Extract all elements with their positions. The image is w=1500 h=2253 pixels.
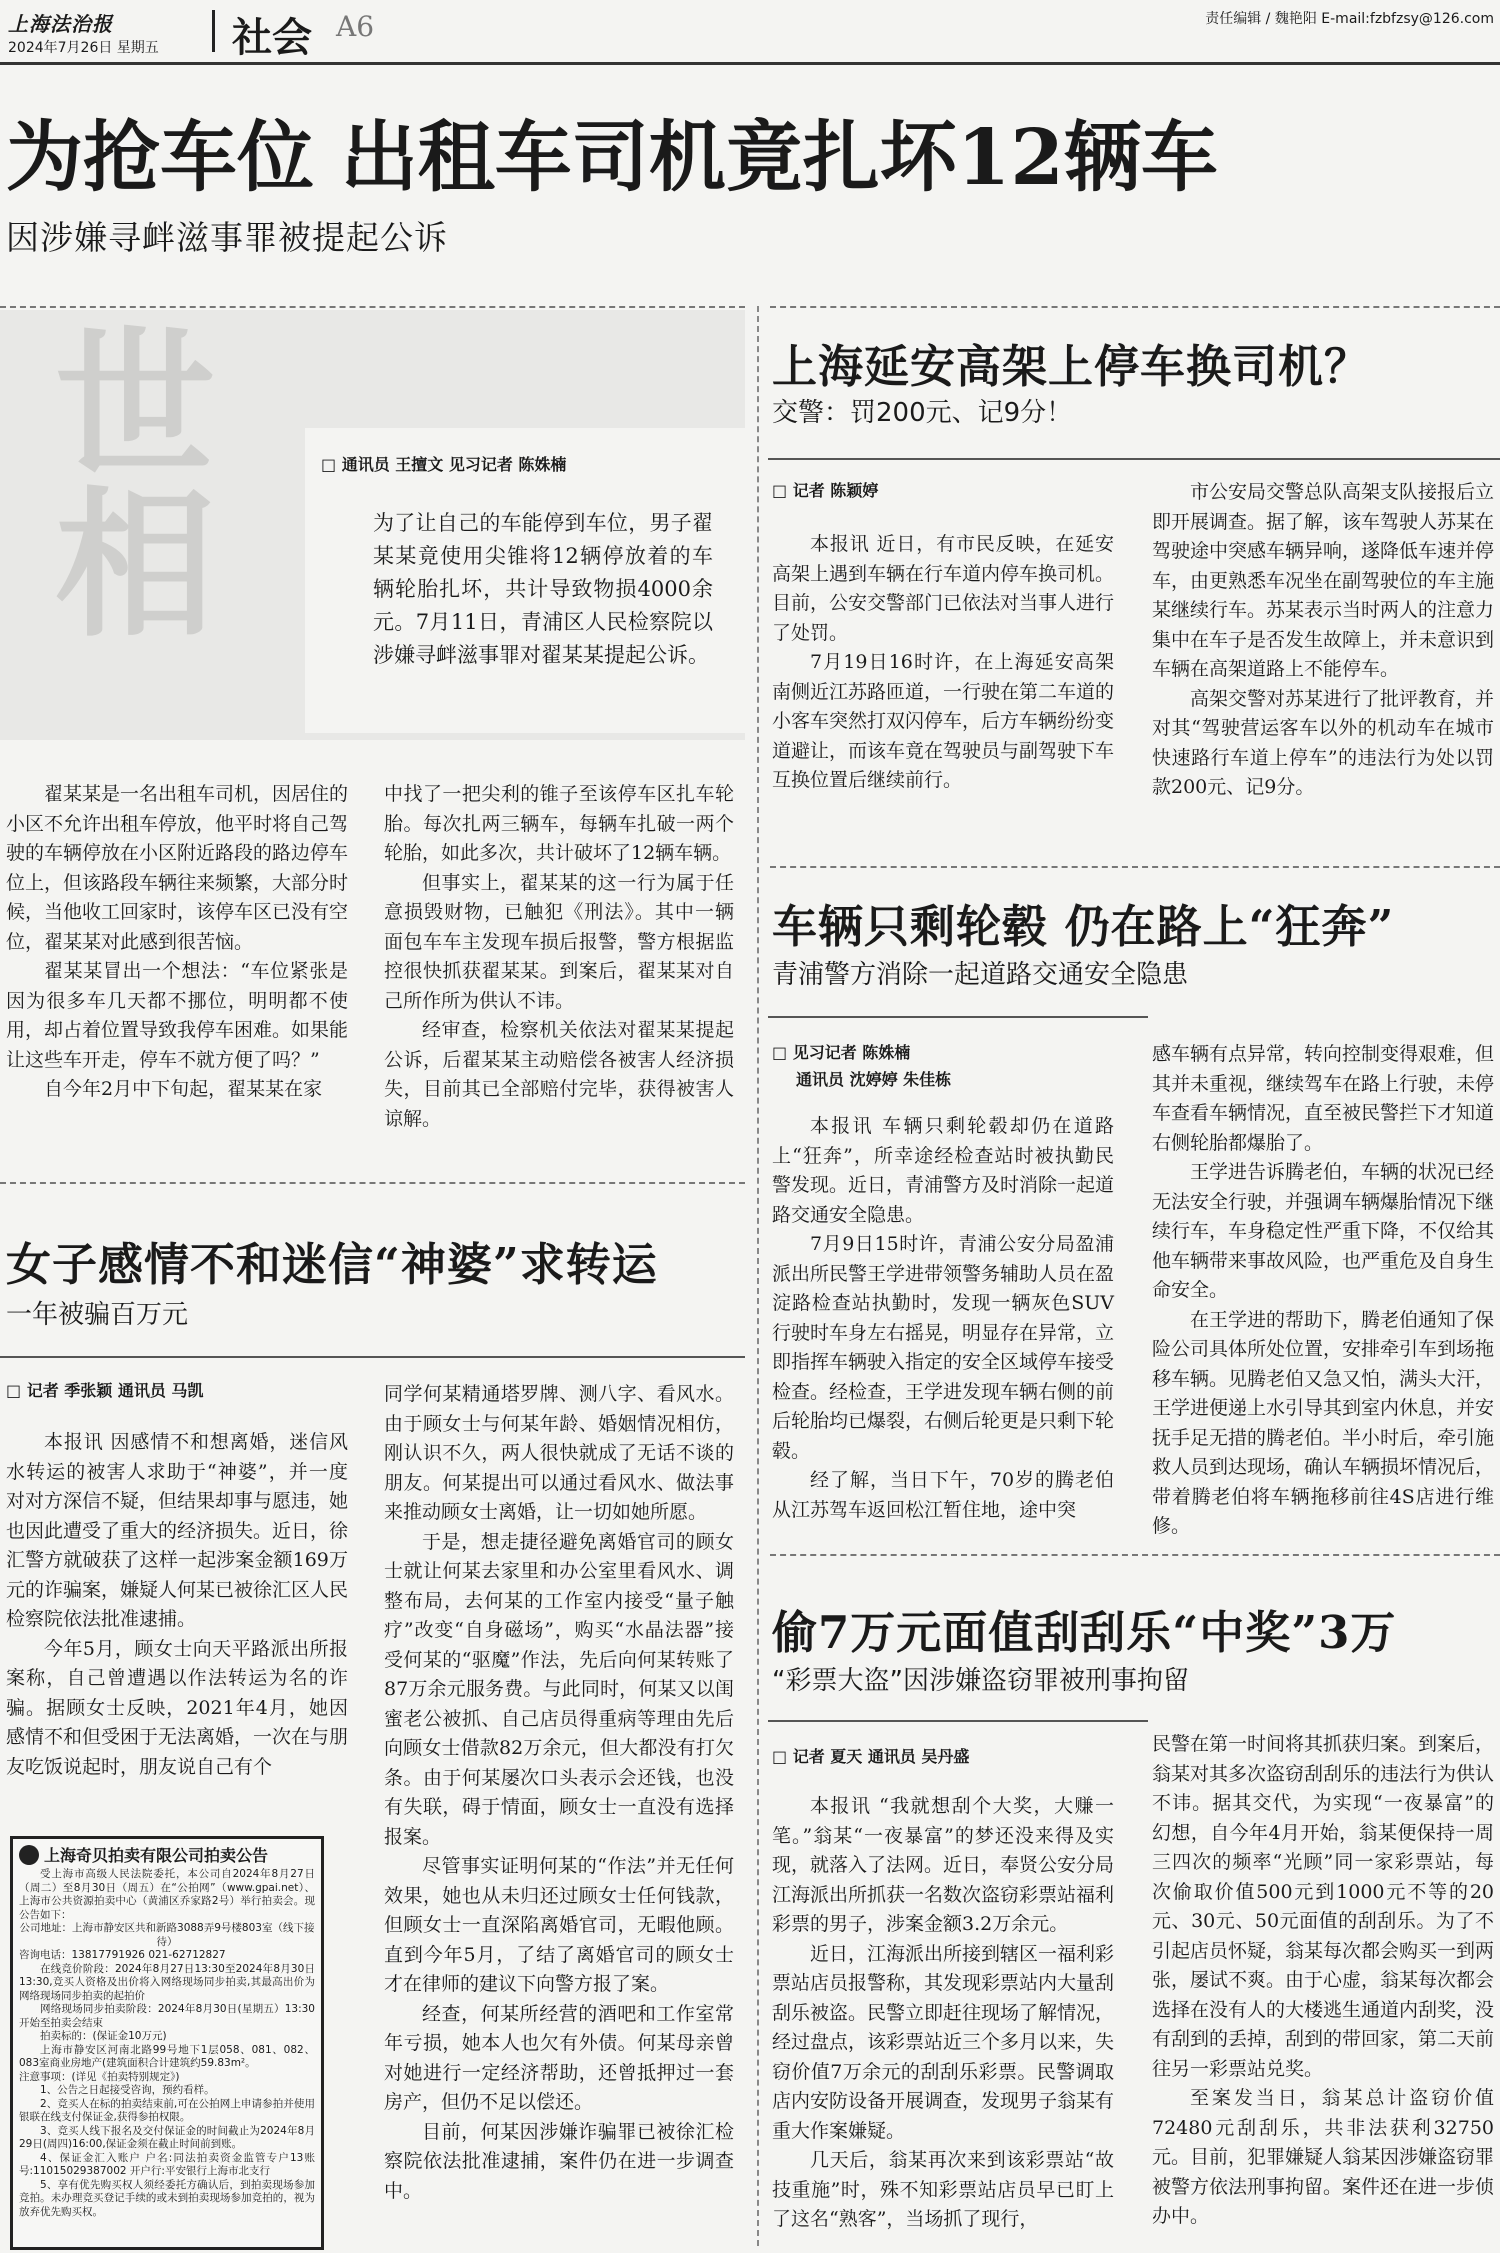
auction-notice-title: 上海奇贝拍卖有限公司拍卖公告 [19, 1843, 315, 1866]
ad-line: 网络现场同步拍卖阶段：2024年8月30日(星期五）13:30开始至拍卖会结束 [19, 2003, 315, 2029]
story5-col-1 [772, 1792, 1114, 2235]
paragraph: 本报讯 “我就想刮个大奖，大赚一笔。”翁某“一夜暴富”的梦还没来得及实现，就落入了法网。近日，奉贤公安分局江海派出所抓获一名数次盗窃彩票站福利彩票的男子，涉案金额3.2万余元。 [772, 1795, 1115, 1935]
paragraph: 至案发当日，翁某总计盗窃价值72480元刮刮乐，共非法获利32750元。目前，犯罪嫌疑人翁某因涉嫌盗窃罪被警方依法刑事拘留。案件还在进一步侦办中。 [1152, 2087, 1495, 2227]
masthead [0, 0, 1500, 62]
paragraph: 但事实上，翟某某的这一行为属于任意损毁财物，已触犯《刑法》。其中一辆面包车车主发现车损后报警，警方根据监控很快抓获翟某某。到案后，翟某某对自己所作所为供认不讳。 [384, 871, 734, 1012]
main-col-2 [384, 780, 734, 1134]
story4-col-2 [384, 1380, 734, 2206]
page-number: A6 [336, 10, 375, 43]
story3-col-1 [772, 1112, 1114, 1525]
story5-subhead: “彩票大盗”因涉嫌盗窃罪被刑事拘留 [772, 1666, 1189, 1696]
main-lead-box [305, 428, 745, 733]
story3-rule [768, 1016, 1148, 1018]
ad-line: 注意事项：(详见《拍卖特别规定》) [19, 2070, 180, 2083]
paragraph: 自今年2月中下旬起，翟某某在家 [44, 1078, 323, 1100]
paragraph: 中找了一把尖利的锥子至该停车区扎车轮胎。每次扎两三辆车，每辆车扎破一两个轮胎，如此多次，共计破坏了12辆车辆。 [384, 783, 734, 864]
paragraph: 在王学进的帮助下，腾老伯通知了保险公司具体所处位置，安排牵引车到场拖移车辆。见腾老伯又急又怕，满头大汗，王学进便递上水引导其到室内休息，并安抚手足无措的腾老伯。半小时后，牵引施救人员到达现场，确认车辆损坏情况后，带着腾老伯将车辆拖移前往4S店进行维修。 [1152, 1308, 1495, 1537]
ad-line: 公司地址：上海市静安区共和新路3088弄9号楼803室（线下接待） [19, 1922, 315, 1948]
paragraph: 几天后，翁某再次来到该彩票站“故技重施”时，殊不知彩票站店员早已盯上了这名“熟客”，当场抓了现行， [772, 2149, 1114, 2230]
paragraph: 高架交警对苏某进行了批评教育，并对其“驾驶营运客车以外的机动车在城市快速路行车道上停车”的违法行为处以罚款200元、记9分。 [1152, 687, 1495, 798]
story3-subhead: 青浦警方消除一起道路交通安全隐患 [772, 960, 1189, 990]
paragraph: 于是，想走捷径避免离婚官司的顾女士就让何某去家里和办公室里看风水、调整布局，去何某的工作室内接受“量子触疗”改变“自身磁场”，购买“水晶法器”接受何某的“驱魔”作法，先后向何某转账了87万余元服务费。与此同时，何某又以闺蜜老公被抓、自己店员得重病等理由先后向顾女士借款82万余元，但大都没有打欠条。由于何某屡次口头表示会还钱，也没有失联，碍于情面，顾女士一直没有选择报案。 [384, 1530, 734, 1848]
ad-line: 2、竞买人在标的拍卖结束前,可在公拍网上申请参拍并使用银联在线支付保证金,获得参拍权限。 [19, 2097, 315, 2123]
ad-line: 在线竞价阶段：2024年8月27日13:30至2024年8月30日13:30,竞买人资格及出价将入网络现场同步拍卖,其最高出价为网络现场同步拍卖的起拍价 [19, 1962, 315, 2002]
paragraph: 王学进告诉腾老伯，车辆的状况已经无法安全行驶，并强调车辆爆胎情况下继续行车，车身稳定性严重下降，不仅给其他车辆带来事故风险，也严重危及自身生命安全。 [1152, 1161, 1495, 1301]
main-subhead: 因涉嫌寻衅滋事罪被提起公诉 [6, 218, 448, 257]
story4-headline: 女子感情不和迷信“神婆”求转运 [6, 1238, 658, 1291]
ad-line: 受上海市高级人民法院委托，本公司自2024年8月27日（周二）至8月30日（周五）在“公拍网”（www.gpai.net）、上海市公共资源拍卖中心（黄浦区乔家路2号）举行拍卖会。现公告如下： [19, 1868, 315, 1921]
main-lead: 为了让自己的车能停到车位，男子翟某某竟使用尖锥将12辆停放着的车辆轮胎扎坏，共计导致物损4000余元。7月11日，青浦区人民检察院以涉嫌寻衅滋事罪对翟某某提起公诉。 [373, 511, 713, 667]
story2-headline: 上海延安高架上停车换司机？ [772, 340, 1371, 393]
column-label: 世相 [28, 320, 216, 640]
auction-logo-icon [19, 1845, 39, 1865]
paragraph: 市公安局交警总队高架支队接报后立即开展调查。据了解，该车驾驶人苏某在驾驶途中突感车辆异响，遂降低车速并停车，由更熟悉车况坐在副驾驶位的车主施某继续行车。苏某表示当时两人的注意力集中在车子是否发生故障上，并未意识到车辆在高架道路上不能停车。 [1152, 481, 1495, 680]
headline-divider [0, 306, 745, 308]
story2-subhead: 交警：罚200元、记9分！ [772, 398, 1073, 428]
main-col-1 [6, 780, 348, 1105]
story4-rule [0, 1356, 745, 1358]
story4-byline: □ 记者 季张颖 通讯员 马凯 [6, 1381, 204, 1400]
paragraph: 翟某某冒出一个想法：“车位紧张是因为很多车几天都不挪位，明明都不使用，却占着位置导致我停车困难。如果能让这些车开走，停车不就方便了吗？” [6, 960, 349, 1071]
story2-rule [768, 458, 1500, 460]
paragraph: 本报讯 车辆只剩轮毂却仍在道路上“狂奔”，所幸途经检查站时被执勤民警发现。近日，青浦警方及时消除一起道路交通安全隐患。 [772, 1115, 1115, 1226]
paragraph: 目前，何某因涉嫌诈骗罪已被徐汇检察院依法批准逮捕，案件仍在进一步调查中。 [384, 2120, 734, 2202]
story5-rule [768, 1720, 1148, 1722]
headline-divider-right [770, 306, 1500, 308]
story3-col-2 [1152, 1040, 1494, 1542]
masthead-divider [212, 10, 215, 52]
story2-byline: □ 记者 陈颖婷 [772, 481, 879, 500]
story2-col-2 [1152, 478, 1494, 803]
main-byline: □ 通讯员 王擅文 见习记者 陈姝楠 [321, 455, 567, 474]
paragraph: 今年5月，顾女士向天平路派出所报案称，自己曾遭遇以作法转运为名的诈骗。据顾女士反映，2021年4月，她因感情不和但受困于无法离婚，一次在与朋友吃饭说起时，朋友说自己有个 [6, 1637, 349, 1778]
ad-line: 拍卖标的：(保证金10万元) [40, 2030, 167, 2042]
paragraph: 本报讯 近日，有市民反映，在延安高架上遇到车辆在行车道内停车换司机。目前，公安交警部门已依法对当事人进行了处罚。 [772, 533, 1115, 644]
paragraph: 翟某某是一名出租车司机，因居住的小区不允许出租车停放，他平时将自己驾驶的车辆停放在小区附近路段的路边停车位上，但该路段车辆往来频繁，大部分时候，当他收工回家时，该停车区已没有空位，翟某某对此感到很苦恼。 [6, 783, 349, 953]
ad-line: 4、保证金汇入账户 户名:同法拍卖资金监管专户13账号:11015029387002 开户行:平安银行上海市北支行 [19, 2151, 315, 2177]
story2-col-1 [772, 530, 1114, 796]
paragraph: 7月19日16时许，在上海延安高架南侧近江苏路匝道，一行驶在第二车道的小客车突然打双闪停车，后方车辆纷纷变道避让，而该车竟在驾驶员与副驾驶下车互换位置后继续前行。 [772, 651, 1115, 791]
center-divider [757, 306, 759, 2246]
main-headline: 为抢车位 出租车司机竟扎坏12辆车 [6, 113, 1218, 203]
ad-line: 5、享有优先购买权人须经委托方确认后，到拍卖现场参加竞拍。未办理竞买登记手续的或未到拍卖现场参加竞拍的，视为放弃优先购买权。 [19, 2178, 315, 2218]
ad-line: 上海市静安区河南北路99号地下1层058、081、082、083室商业房地产(建筑面积合计建筑约59.83m²。 [19, 2043, 315, 2069]
auction-notice [10, 1836, 324, 2250]
ad-line: 咨询电话：13817791926 021-62712827 [19, 1949, 226, 1961]
story3-byline-1: □ 见习记者 陈姝楠 [772, 1043, 911, 1062]
paragraph: 同学何某精通塔罗牌、测八字、看风水。由于顾女士与何某年龄、婚姻情况相仿，刚认识不久，两人很快就成了无话不谈的朋友。何某提出可以通过看风水、做法事来推动顾女士离婚，让一切如她所愿。 [384, 1383, 734, 1523]
story5-headline: 偷7万元面值刮刮乐“中奖”3万 [772, 1606, 1397, 1659]
story4-subhead: 一年被骗百万元 [6, 1300, 189, 1330]
masthead-rule [0, 62, 1500, 65]
story3-top-rule [770, 866, 1500, 868]
section-name: 社会 [232, 14, 312, 61]
story5-byline: □ 记者 夏天 通讯员 吴丹盛 [772, 1747, 970, 1766]
editor-info: 责任编辑 / 魏艳阳 E-mail:fzbfzsy@126.com [1205, 11, 1494, 27]
story4-top-rule [0, 1182, 745, 1184]
paragraph: 7月9日15时许，青浦公安分局盈浦派出所民警王学进带领警务辅助人员在盈淀路检查站执勤时，发现一辆灰色SUV行驶时车身左右摇晃，明显存在异常，立即指挥车辆驶入指定的安全区域停车接受检查。经检查，王学进发现车辆右侧的前后轮胎均已爆裂，右侧后轮更是只剩下轮毂。 [772, 1233, 1115, 1462]
ad-line: 3、竞买人线下报名及交付保证金的时间截止为2024年8月29日(周四)16:00,保证金须在截止时间前到账。 [19, 2124, 315, 2150]
paragraph: 感车辆有点异常，转向控制变得艰难，但其并未重视，继续驾车在路上行驶，未停车查看车辆情况，直至被民警拦下才知道右侧轮胎都爆胎了。 [1152, 1043, 1495, 1154]
paragraph: 尽管事实证明何某的“作法”并无任何效果，她也从未归还过顾女士任何钱款，但顾女士一直深陷离婚官司，无暇他顾。直到今年5月，了结了离婚官司的顾女士才在律师的建议下向警方报了案。 [384, 1855, 734, 1995]
story4-col-1 [6, 1428, 348, 1782]
paper-name: 上海法治报 [8, 12, 113, 36]
story3-headline: 车辆只剩轮毂 仍在路上“狂奔” [772, 900, 1395, 953]
story3-byline-2: 通讯员 沈婷婷 朱佳栋 [796, 1070, 952, 1089]
paragraph: 经了解，当日下午，70岁的腾老伯从江苏驾车返回松江暂住地，途中突 [772, 1469, 1114, 1521]
paragraph: 经审查，检察机关依法对翟某某提起公诉，后翟某某主动赔偿各被害人经济损失，目前其已全部赔付完毕，获得被害人谅解。 [384, 1019, 734, 1130]
ad-line: 1、公告之日起接受咨询，预约看样。 [40, 2084, 215, 2096]
paragraph: 经查，何某所经营的酒吧和工作室常年亏损，她本人也欠有外债。何某母亲曾对她进行一定经济帮助，还曾抵押过一套房产，但仍不足以偿还。 [384, 2002, 734, 2113]
paragraph: 本报讯 因感情不和想离婚，迷信风水转运的被害人求助于“神婆”，并一度对对方深信不疑，但结果却事与愿违，她也因此遭受了重大的经济损失。近日，徐汇警方就破获了这样一起涉案金额169万元的诈骗案，嫌疑人何某已被徐汇区人民检察院依法批准逮捕。 [6, 1431, 349, 1630]
paragraph: 民警在第一时间将其抓获归案。到案后，翁某对其多次盗窃刮刮乐的违法行为供认不讳。据其交代，为实现“一夜暴富”的幻想，自今年4月开始，翁某便保持一周三四次的频率“光顾”同一家彩票站，每次偷取价值500元到1000元不等的20元、30元、50元面值的刮刮乐。为了不引起店员怀疑，翁某每次都会购买一到两张，屡试不爽。由于心虚，翁某每次都会选择在没有人的大楼逃生通道内刮奖，没有刮到的丢掉，刮到的带回家，第二天前往另一彩票站兑奖。 [1152, 1733, 1495, 2080]
paragraph: 近日，江海派出所接到辖区一福利彩票站店员报警称，其发现彩票站内大量刮刮乐被盗。民警立即赶往现场了解情况，经过盘点，该彩票站近三个多月以来，失窃价值7万余元的刮刮乐彩票。民警调取店内安防设备开展调查，发现男子翁某有重大作案嫌疑。 [772, 1942, 1115, 2142]
issue-date: 2024年7月26日 星期五 [8, 40, 159, 56]
auction-notice-body [19, 1868, 315, 2219]
story5-col-2 [1152, 1730, 1494, 2232]
story5-top-rule [770, 1554, 1500, 1556]
